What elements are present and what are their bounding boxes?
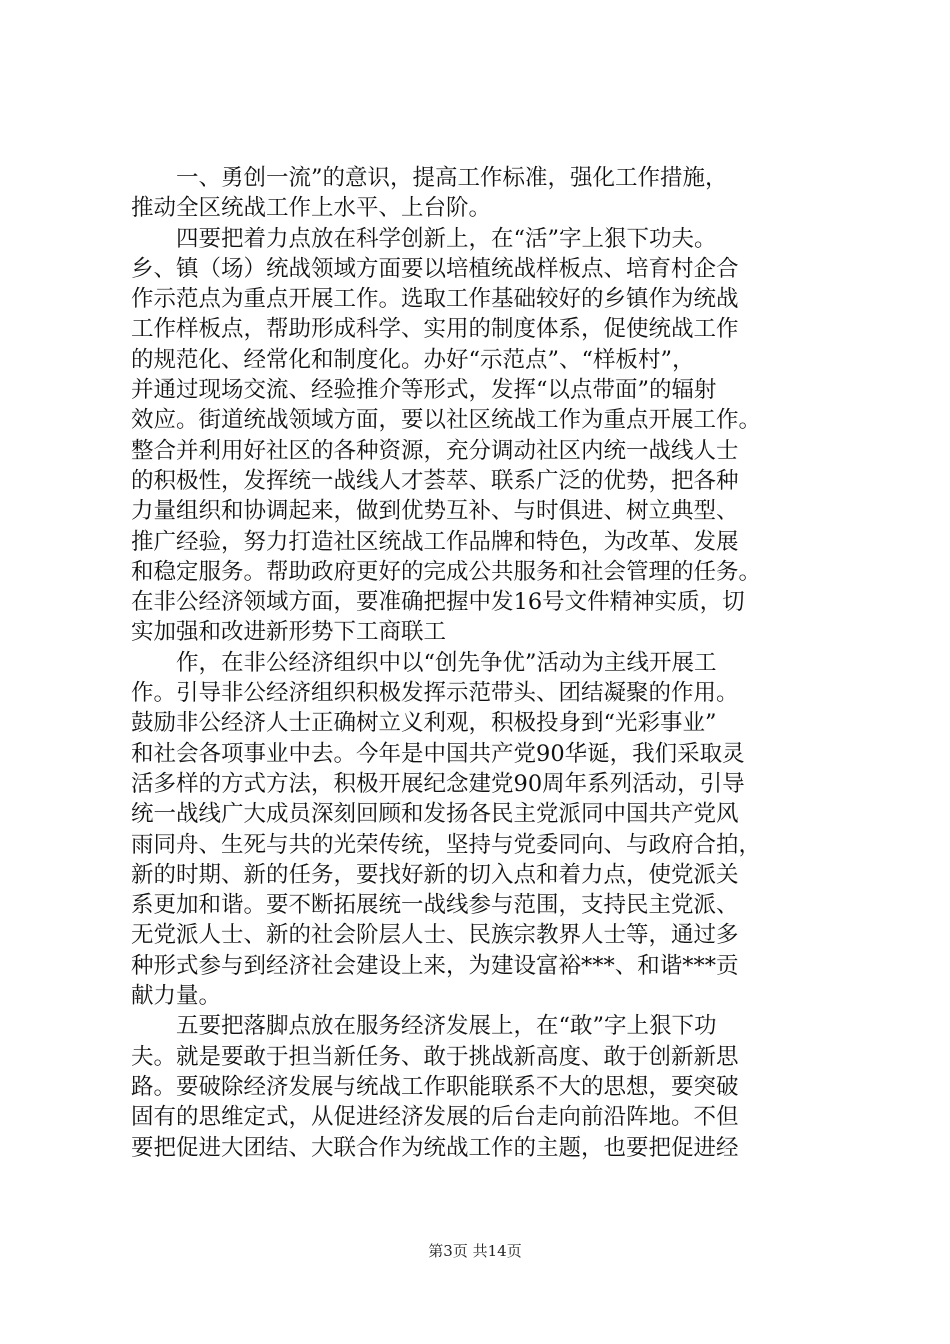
page-footer: [0, 1241, 950, 1261]
text-line: 五要把落脚点放在服务经济发展上，在“敢”字上狠下功: [131, 1013, 717, 1040]
text-line: 要把促进大团结、大联合作为统战工作的主题，也要把促进经: [131, 1134, 739, 1161]
text-line: 固有的思维定式，从促进经济发展的后台走向前沿阵地。不但: [131, 1104, 739, 1131]
text-line: 无党派人士、新的社会阶层人士、民族宗教界人士等，通过多: [131, 922, 739, 949]
text-line: 作。引导非公经济组织积极发挥示范带头、团结凝聚的作用。: [131, 680, 739, 707]
text-line: 鼓励非公经济人士正确树立义利观，积极投身到“光彩事业”: [131, 710, 717, 737]
text-line: 在非公经济领域方面，要准确把握中发16号文件精神实质，切: [131, 589, 745, 616]
text-line: 的积极性，发挥统一战线人才荟萃、联系广泛的优势，把各种: [131, 467, 739, 494]
page-number-label: 第3页 共14页: [428, 1242, 522, 1260]
text-line: 新的时期、新的任务，要找好新的切入点和着力点，使党派关: [131, 861, 739, 888]
text-line: 一、勇创一流”的意识，提高工作标准，强化工作措施，: [131, 165, 728, 191]
text-line: 种形式参与到经济社会建设上来，为建设富裕***、和谐***贡: [131, 952, 739, 979]
text-line: 作，在非公经济组织中以“创先争优”活动为主线开展工: [131, 649, 717, 676]
text-line: 的规范化、经常化和制度化。办好“示范点”、“样板村”，: [131, 346, 695, 373]
text-line: 效应。街道统战领域方面，要以社区统战工作为重点开展工作。: [131, 407, 762, 434]
text-line: 工作样板点，帮助形成科学、实用的制度体系，促使统战工作: [131, 316, 739, 343]
text-line: 作示范点为重点开展工作。选取工作基础较好的乡镇作为统战: [131, 286, 739, 313]
text-line: 推动全区统战工作上水平、上台阶。: [131, 195, 492, 222]
text-line: 乡、镇（场）统战领域方面要以培植统战样板点、培育村企合: [131, 255, 739, 282]
text-line: 力量组织和协调起来，做到优势互补、与时俱进、树立典型、: [131, 498, 739, 525]
text-line: 路。要破除经济发展与统战工作职能联系不大的思想，要突破: [131, 1073, 739, 1100]
text-line: 献力量。: [131, 983, 222, 1010]
text-line: 四要把着力点放在科学创新上，在“活”字上狠下功夫。: [131, 225, 717, 252]
text-line: 雨同舟、生死与共的光荣传统，坚持与党委同向、与政府合拍，: [131, 831, 762, 858]
text-line: 实加强和改进新形势下工商联工: [131, 619, 447, 646]
body-text: [131, 163, 831, 1163]
text-line: 和社会各项事业中去。今年是中国共产党90华诞，我们采取灵: [131, 740, 745, 767]
text-line: 推广经验，努力打造社区统战工作品牌和特色，为改革、发展: [131, 528, 739, 555]
text-line: 并通过现场交流、经验推介等形式，发挥“以点带面”的辐射: [131, 377, 717, 404]
text-line: 和稳定服务。帮助政府更好的完成公共服务和社会管理的任务。: [131, 558, 762, 585]
text-line: 整合并利用好社区的各种资源，充分调动社区内统一战线人士: [131, 437, 739, 464]
text-line: 统一战线广大成员深刻回顾和发扬各民主党派同中国共产党风: [131, 801, 739, 828]
text-line: 系更加和谐。要不断拓展统一战线参与范围，支持民主党派、: [131, 892, 739, 919]
text-line: 活多样的方式方法，积极开展纪念建党90周年系列活动，引导: [131, 770, 745, 797]
text-line: 夫。就是要敢于担当新任务、敢于挑战新高度、敢于创新新思: [131, 1043, 739, 1070]
